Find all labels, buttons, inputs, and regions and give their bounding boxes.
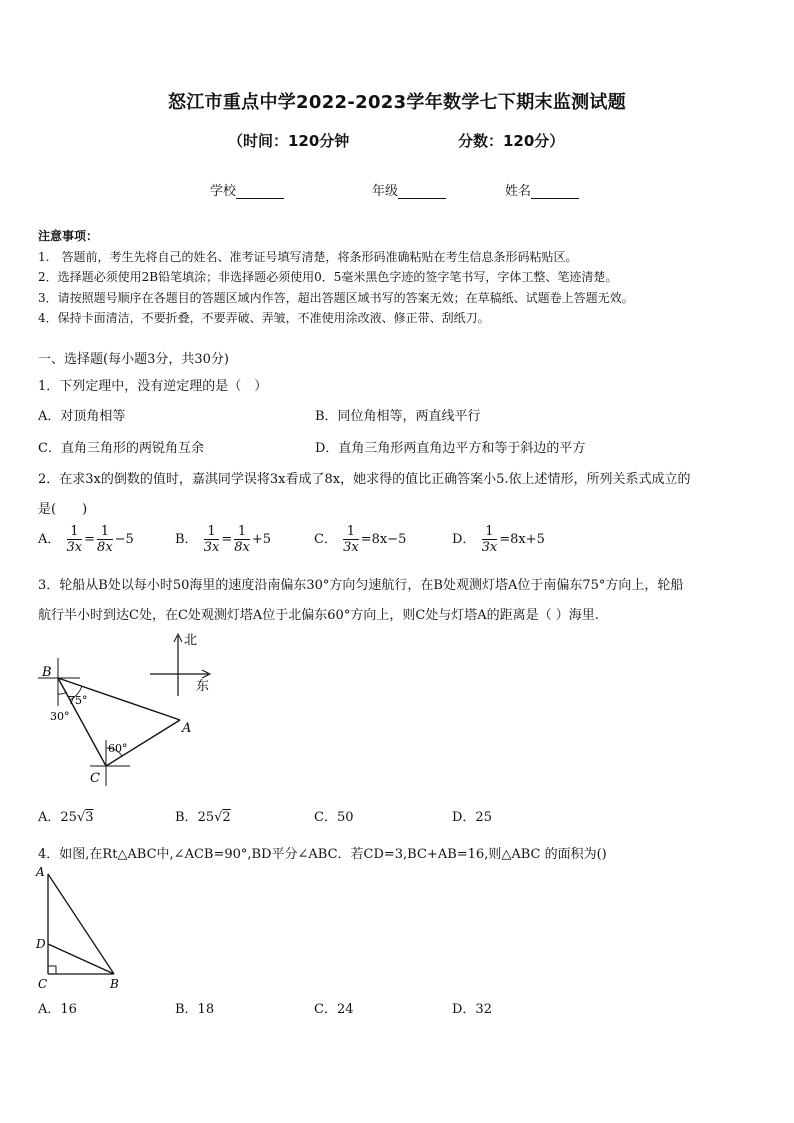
plus-five: +5: [251, 532, 271, 547]
question-3-line2: 航行半小时到达C处，在C处观测灯塔A位于北偏东60°方向上，则C处与灯塔A的距离是（ ）海里.: [38, 608, 599, 623]
exam-title: 怒江市重点中学2022-2023学年数学七下期末监测试题: [167, 92, 627, 113]
q3-option-b: B．25√2: [175, 810, 231, 825]
question-4-stem: 4．如图,在Rt△ABC中,∠ACB=90°,BD平分∠ABC．若CD=3,BC+AB=16,则△ABC 的面积为(): [38, 847, 607, 862]
notes-item: 3．请按照题号顺序在各题目的答题区域内作答，超出答题区域书写的答案无效；在草稿纸、试题卷上答题无效。: [38, 290, 634, 305]
q3-option-a: A．25√3: [38, 810, 94, 825]
q2-option-d: [452, 524, 545, 555]
question-1-stem: 1．下列定理中，没有逆定理的是（ ）: [38, 379, 268, 394]
q2-option-b: [175, 524, 271, 555]
grade-label: 年级: [372, 184, 399, 199]
name-blank: [531, 186, 579, 199]
q1-option-c: C．直角三角形的两锐角互余: [38, 441, 204, 456]
fraction-1-over-3x: $\frac{1}{3x}$: [66, 524, 83, 555]
question-2-line1: 2．在求3x的倒数的值时，嘉淇同学误将3x看成了8x，她求得的值比正确答案小5.依上述情形，所列关系式成立的: [38, 472, 691, 487]
q4-option-b: B．18: [175, 1002, 215, 1017]
right-angle-mark: [48, 966, 56, 974]
q2-option-c: [314, 524, 406, 555]
notes-heading: 注意事项：: [38, 229, 99, 243]
grade-field: [372, 180, 446, 199]
option-label: A．: [38, 532, 61, 547]
q4-option-d: D．32: [452, 1002, 492, 1017]
minus-five: −5: [114, 532, 134, 547]
school-label: 学校: [210, 184, 237, 199]
q4-option-a: A．16: [38, 1002, 77, 1017]
point-b-label: B: [110, 977, 119, 991]
q2-option-a: [38, 524, 134, 555]
angle-30-label: 30°: [50, 710, 70, 723]
notes-item: 1. 答题前，考生先将自己的姓名、准考证号填写清楚，将条形码准确粘贴在考生信息条形码粘贴区。: [38, 249, 578, 264]
fraction-1-over-3x: $\frac{1}{3x}$: [481, 524, 498, 555]
question-2-line2: 是( ): [38, 502, 88, 517]
q3-option-d: D．25: [452, 810, 492, 825]
fraction-1-over-8x: $\frac{1}{8x}$: [97, 524, 113, 555]
q4-triangle-figure: [34, 862, 134, 994]
fraction-1-over-3x: $\frac{1}{3x}$: [343, 524, 359, 555]
q3-option-c: C．50: [314, 810, 354, 825]
q4-option-c: C．24: [314, 1002, 354, 1017]
point-a-label: A: [36, 865, 45, 879]
angle-60-label: 60°: [108, 742, 128, 755]
fraction-1-over-3x: $\frac{1}{3x}$: [203, 524, 220, 555]
fraction-1-over-8x: $\frac{1}{8x}$: [234, 524, 250, 555]
angle-75-label: 75°: [68, 694, 88, 707]
option-c-rhs: =8x−5: [360, 532, 407, 547]
notes-item: 4．保持卡面清洁，不要折叠，不要弄破、弄皱，不准使用涂改液、修正带、刮纸刀。: [38, 311, 490, 325]
point-c-label: C: [38, 977, 48, 991]
compass-north-label: 北: [184, 633, 198, 648]
option-label: C．: [314, 532, 337, 547]
point-d-label: D: [36, 937, 46, 951]
q1-option-d: D．直角三角形两直角边平方和等于斜边的平方: [315, 441, 586, 456]
name-field: [505, 180, 579, 199]
school-field: [210, 180, 284, 199]
point-b-label: B: [42, 665, 52, 680]
grade-blank: [398, 186, 446, 199]
option-label: B．: [175, 532, 198, 547]
exam-time: （时间：120分钟: [228, 132, 350, 150]
school-blank: [236, 186, 284, 199]
name-label: 姓名: [505, 184, 532, 199]
q3-navigation-figure: [30, 628, 230, 794]
equals-sign: =: [84, 532, 96, 547]
compass-east-label: 东: [196, 679, 210, 694]
q1-option-a: A．对顶角相等: [38, 409, 126, 424]
point-a-label: A: [182, 721, 192, 736]
q1-option-b: B．同位角相等，两直线平行: [315, 409, 481, 424]
option-d-rhs: =8x+5: [499, 532, 545, 547]
exam-score: 分数：120分）: [458, 132, 565, 150]
notes-block: [38, 226, 634, 329]
angle-30-arc: [58, 692, 67, 694]
question-3-line1: 3．轮船从B处以每小时50海里的速度沿南偏东30°方向匀速航行，在B处观测灯塔A位于南偏东75°方向上，轮船: [38, 578, 684, 593]
option-label: D．: [452, 532, 476, 547]
notes-item: 2．选择题必须使用2B铅笔填涂；非选择题必须使用0．5毫米黑色字迹的签字笔书写，字体工整、笔迹清楚。: [38, 270, 618, 284]
equals-sign: =: [221, 532, 233, 547]
point-c-label: C: [90, 771, 100, 786]
section-heading: 一、选择题(每小题3分，共30分): [38, 352, 229, 367]
